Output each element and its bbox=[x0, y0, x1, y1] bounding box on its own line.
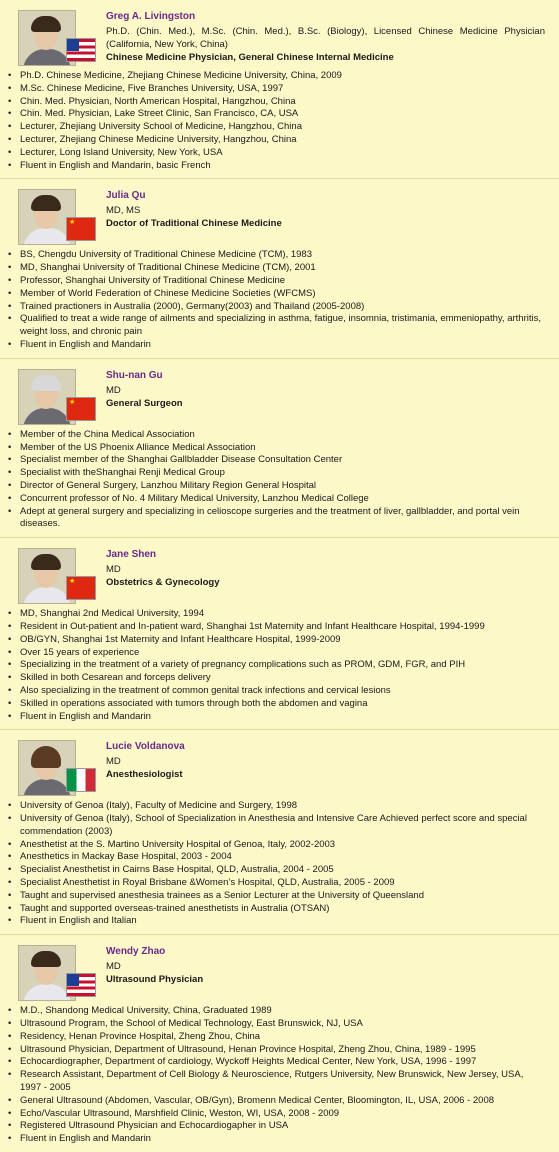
doctor-header bbox=[8, 369, 545, 425]
qualification-item: • Over 15 years of experience bbox=[8, 647, 545, 660]
qualification-item: • Specialist Anesthetist in Royal Brisbane &Women’s Hospital, QLD, Australia, 2005 - 2009 bbox=[8, 877, 545, 890]
qualification-item: • Anesthetist at the S. Martino University Hospital of Genoa, Italy, 2002-2003 bbox=[8, 839, 545, 852]
doctor-header bbox=[8, 10, 545, 66]
doctor-profile bbox=[0, 729, 559, 934]
doctor-info bbox=[106, 740, 545, 782]
doctor-name: Jane Shen bbox=[106, 549, 157, 561]
flag-star-icon: ★ bbox=[69, 219, 76, 227]
doctor-info bbox=[106, 945, 545, 987]
qualification-item: • Echo/Vascular Ultrasound, Marshfield Clinic, Weston, WI, USA, 2008 - 2009 bbox=[8, 1108, 545, 1121]
qualification-item: • Specialist with theShanghai Renji Medical Group bbox=[8, 467, 545, 480]
photo-shoulders bbox=[23, 49, 71, 66]
qualification-item: • M.D., Shandong Medical University, China, Graduated 1989 bbox=[8, 1005, 545, 1018]
qualification-item: • Specialist Anesthetist in Cairns Base Hospital, QLD, Australia, 2004 - 2005 bbox=[8, 864, 545, 877]
qualification-item: • Ultrasound Physician, Department of Ultrasound, Henan Province Hospital, Zheng Zhou, China, 1989 - 1995 bbox=[8, 1044, 545, 1057]
doctor-info bbox=[106, 189, 545, 231]
doctor-specialty: Doctor of Traditional Chinese Medicine bbox=[106, 218, 282, 230]
qualification-item: • Taught and supported overseas-trained anesthetists in Australia (OTSAN) bbox=[8, 903, 545, 916]
doctor-specialty: Obstetrics & Gynecology bbox=[106, 576, 220, 588]
qualification-item: • Concurrent professor of No. 4 Military Medical University, Lanzhou Medical College bbox=[8, 493, 545, 506]
doctor-credentials: MD, MS bbox=[106, 205, 141, 217]
doctor-credentials: MD bbox=[106, 961, 121, 973]
qualification-list bbox=[8, 800, 545, 928]
flag-cn-icon bbox=[66, 397, 96, 421]
qualification-item: • Anesthetics in Mackay Base Hospital, 2003 - 2004 bbox=[8, 851, 545, 864]
qualification-item: • MD, Shanghai 2nd Medical University, 1994 bbox=[8, 608, 545, 621]
flag-canton bbox=[67, 39, 79, 51]
qualification-item: • Also specializing in the treatment of common genital track infections and cervical lesions bbox=[8, 685, 545, 698]
flag-star-icon: ★ bbox=[69, 578, 76, 586]
doctor-header bbox=[8, 740, 545, 796]
photo-hair bbox=[31, 16, 61, 32]
qualification-item: • Fluent in English and Mandarin bbox=[8, 1133, 545, 1146]
photo-hair bbox=[31, 195, 61, 211]
doctor-header bbox=[8, 189, 545, 245]
qualification-item: • Lecturer, Long Island University, New York, USA bbox=[8, 147, 545, 160]
doctor-profile bbox=[0, 178, 559, 357]
flag-cn-icon bbox=[66, 217, 96, 241]
qualification-item: • M.Sc. Chinese Medicine, Five Branches University, USA, 1997 bbox=[8, 83, 545, 96]
doctor-profile bbox=[0, 0, 559, 178]
qualification-item: • Registered Ultrasound Physician and Echocardiogapher in USA bbox=[8, 1120, 545, 1133]
qualification-item: • Qualified to treat a wide range of ailments and specializing in asthma, fatigue, insomnia, tristimania, emmeniopathy, arthritis, weight loss, and chronic pain bbox=[8, 313, 545, 339]
qualification-item: • Specialist member of the Shanghai Gallbladder Disease Consultation Center bbox=[8, 454, 545, 467]
qualification-item: • MD, Shanghai University of Traditional Chinese Medicine (TCM), 2001 bbox=[8, 262, 545, 275]
doctor-name: Shu-nan Gu bbox=[106, 369, 163, 381]
flag-star-icon: ★ bbox=[69, 398, 76, 406]
qualification-item: • Professor, Shanghai University of Traditional Chinese Medicine bbox=[8, 275, 545, 288]
doctor-specialty: General Surgeon bbox=[106, 397, 183, 409]
qualification-item: • Taught and supervised anesthesia trainees as a Senior Lecturer at the University of Queensland bbox=[8, 890, 545, 903]
qualification-item: • Specializing in the treatment of a variety of pregnancy complications such as PROM, GDM, FGR, and PIH bbox=[8, 659, 545, 672]
qualification-item: • Member of World Federation of Chinese Medicine Societies (WFCMS) bbox=[8, 288, 545, 301]
qualification-item: • Member of the China Medical Association bbox=[8, 429, 545, 442]
qualification-item: • Lecturer, Zhejiang University School of Medicine, Hangzhou, China bbox=[8, 121, 545, 134]
qualification-list bbox=[8, 429, 545, 531]
qualification-item: • Fluent in English and Mandarin bbox=[8, 339, 545, 352]
photo-hair bbox=[31, 375, 61, 391]
qualification-item: • Ph.D. Chinese Medicine, Zhejiang Chinese Medicine University, China, 2009 bbox=[8, 70, 545, 83]
photo-hair bbox=[31, 554, 61, 570]
qualification-item: • University of Genoa (Italy), School of Specialization in Anesthesia and Intensive Care Achieved perfect score and special commendation (2003) bbox=[8, 813, 545, 839]
doctor-info bbox=[106, 548, 545, 590]
qualification-item: • General Ultrasound (Abdomen, Vascular, OB/Gyn), Bromenn Medical Center, Bloomington, IL, USA, 2006 - 2008 bbox=[8, 1095, 545, 1108]
qualification-item: • Member of the US Phoenix Alliance Medical Association bbox=[8, 442, 545, 455]
photo-hair bbox=[31, 951, 61, 967]
qualification-item: • Echocardiographer, Department of cardiology, Wyckoff Heights Medical Center, New York, USA, 1996 - 1997 bbox=[8, 1056, 545, 1069]
flag-it-icon bbox=[66, 768, 96, 792]
photo-shoulders bbox=[23, 779, 71, 796]
qualification-list bbox=[8, 608, 545, 723]
qualification-item: • BS, Chengdu University of Traditional Chinese Medicine (TCM), 1983 bbox=[8, 249, 545, 262]
qualification-item: • University of Genoa (Italy), Faculty of Medicine and Surgery, 1998 bbox=[8, 800, 545, 813]
doctor-profile bbox=[0, 358, 559, 537]
qualification-item: • Ultrasound Program, the School of Medical Technology, East Brunswick, NJ, USA bbox=[8, 1018, 545, 1031]
doctor-specialty: Ultrasound Physician bbox=[106, 974, 204, 986]
doctor-info bbox=[106, 369, 545, 411]
doctor-credentials: MD bbox=[106, 756, 121, 768]
flag-us-icon bbox=[66, 973, 96, 997]
doctor-profile bbox=[0, 934, 559, 1152]
doctor-name: Wendy Zhao bbox=[106, 946, 166, 958]
qualification-item: • Trained practioners in Australia (2000), Germany(2003) and Thailand (2005-2008) bbox=[8, 301, 545, 314]
doctor-specialty: Anesthesiologist bbox=[106, 769, 183, 781]
doctor-credentials: MD bbox=[106, 384, 121, 396]
flag-us-icon bbox=[66, 38, 96, 62]
qualification-list bbox=[8, 70, 545, 172]
qualification-item: • Skilled in operations associated with tumors through both the abdomen and vagina bbox=[8, 698, 545, 711]
qualification-item: • Chin. Med. Physician, Lake Street Clinic, San Francisco, CA, USA bbox=[8, 108, 545, 121]
qualification-item: • Lecturer, Zhejiang Chinese Medicine University, Hangzhou, China bbox=[8, 134, 545, 147]
photo-shoulders bbox=[23, 408, 71, 425]
qualification-item: • Skilled in both Cesarean and forceps delivery bbox=[8, 672, 545, 685]
doctor-info bbox=[106, 10, 545, 64]
qualification-item: • Fluent in English and Mandarin, basic French bbox=[8, 160, 545, 173]
qualification-item: • Residency, Henan Province Hospital, Zheng Zhou, China bbox=[8, 1031, 545, 1044]
doctor-credentials: MD bbox=[106, 564, 121, 576]
photo-shoulders bbox=[23, 587, 71, 604]
doctor-header bbox=[8, 945, 545, 1001]
qualification-item: • Resident in Out-patient and In-patient ward, Shanghai 1st Maternity and Infant Healthcare Hospital, 1994-1999 bbox=[8, 621, 545, 634]
photo-hair bbox=[31, 746, 61, 768]
photo-shoulders bbox=[23, 228, 71, 245]
qualification-item: • Fluent in English and Mandarin bbox=[8, 711, 545, 724]
photo-shoulders bbox=[23, 984, 71, 1001]
doctor-name: Lucie Voldanova bbox=[106, 741, 185, 753]
doctor-specialty: Chinese Medicine Physician, General Chinese Internal Medicine bbox=[106, 51, 394, 63]
doctor-header bbox=[8, 548, 545, 604]
qualification-item: • Chin. Med. Physician, North American Hospital, Hangzhou, China bbox=[8, 96, 545, 109]
qualification-list bbox=[8, 1005, 545, 1146]
flag-cn-icon bbox=[66, 576, 96, 600]
qualification-list bbox=[8, 249, 545, 351]
flag-canton bbox=[67, 974, 79, 986]
doctor-name: Julia Qu bbox=[106, 190, 146, 202]
qualification-item: • Director of General Surgery, Lanzhou Military Region General Hospital bbox=[8, 480, 545, 493]
qualification-item: • Adept at general surgery and specializing in celioscope surgeries and the treatment of liver, gallbladder, and portal vein diseases. bbox=[8, 506, 545, 532]
qualification-item: • OB/GYN, Shanghai 1st Maternity and Infant Healthcare Hospital, 1999-2009 bbox=[8, 634, 545, 647]
qualification-item: • Research Assistant, Department of Cell Biology & Neuroscience, Rutgers University, New Brunswick, New Jersey, USA, 1997 - 2005 bbox=[8, 1069, 545, 1095]
doctor-credentials: Ph.D. (Chin. Med.), M.Sc. (Chin. Med.), B.Sc. (Biology), Licensed Chinese Medicine Physician (California, New York, China) bbox=[106, 26, 545, 50]
doctor-name: Greg A. Livingston bbox=[106, 11, 196, 22]
doctor-profile bbox=[0, 537, 559, 729]
qualification-item: • Fluent in English and Italian bbox=[8, 915, 545, 928]
